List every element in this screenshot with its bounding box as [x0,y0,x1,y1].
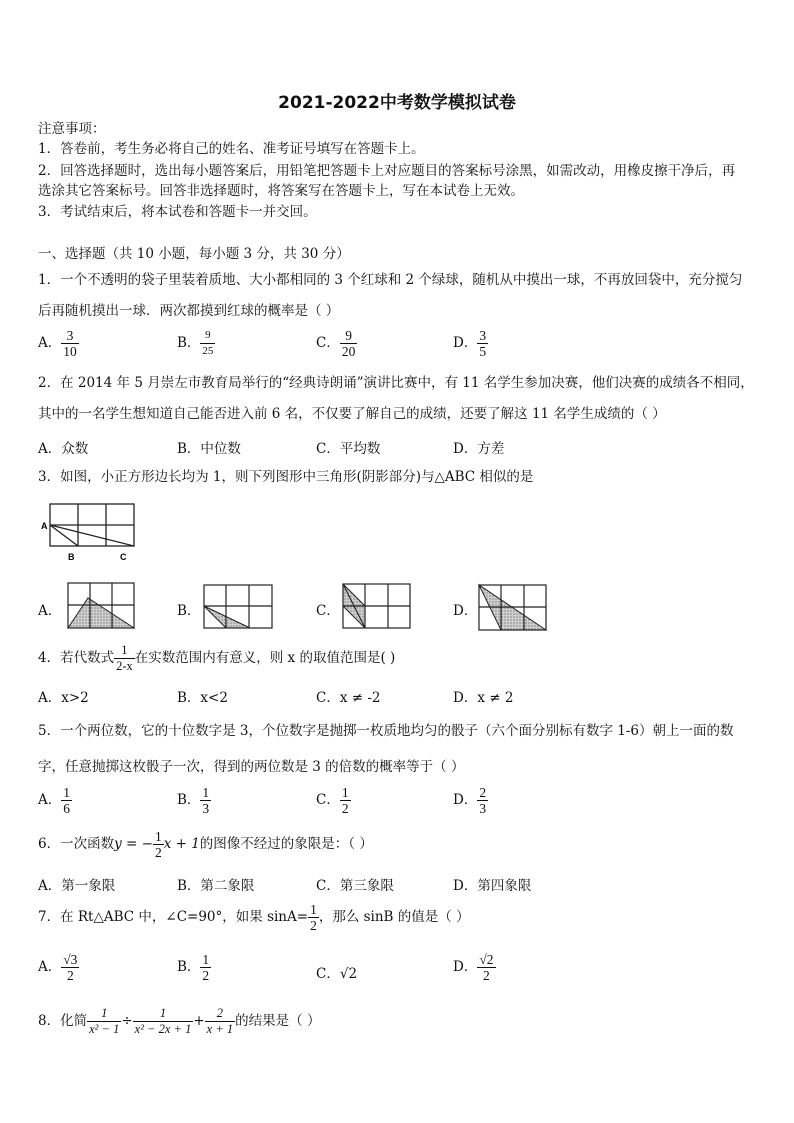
fraction-numerator: √2 [479,952,494,967]
option-label: A． [38,792,62,808]
fraction-numerator: 1 [133,1006,194,1022]
fraction-numerator: 9 [340,328,358,344]
q3-option-a-figure [64,580,138,632]
q5-option-b [177,785,211,816]
q1-option-c [316,328,357,359]
fraction-numerator: 9 [200,328,215,344]
q5-text-line2: 字，任意抛掷这枚骰子一次，得到的两位数是 3 的倍数的概率等于（ ） [38,759,465,775]
fraction-numerator: 1 [202,952,210,967]
q6-expression-left: y = − [114,836,153,852]
q8-text [38,1006,320,1037]
fraction-numerator: 3 [479,328,487,343]
q1-option-a [38,328,79,359]
q3-option-d-label: D． [453,603,478,619]
option-label: B． [177,792,201,808]
q1-text-line1: 1．一个不透明的袋子里装着质地、大小都相同的 3 个红球和 2 个绿球，随机从中摸出一球，不再放回袋中，充分搅匀 [38,272,743,288]
q6-text [38,829,373,860]
q1-option-b [177,328,215,359]
fraction-numerator: 1 [114,643,135,659]
q3-option-c-label: C． [316,603,340,619]
q7-prefix: 7．在 Rt△ABC 中，∠C=90°，如果 sinA= [38,909,309,925]
option-value: √2 [339,966,358,982]
fraction-numerator: 1 [310,902,317,917]
q5-option-a [38,785,72,816]
fraction-denominator: 25 [202,345,214,357]
q1-text-line2: 后再随机摸出一球．两次都摸到红球的概率是（ ） [38,303,340,319]
fraction-numerator: √3 [63,952,78,967]
q4-option-b: B．x<2 [177,690,228,706]
fraction-denominator: x + 1 [206,1022,234,1036]
q6-prefix: 6．一次函数 [38,836,115,852]
q4-prefix: 4．若代数式 [38,650,115,666]
q3-reference-figure [40,500,140,566]
fraction-numerator: 2 [205,1006,235,1022]
q7-option-b [177,952,211,983]
fraction-denominator: 2-x [116,659,133,673]
section-heading: 一、选择题（共 10 小题，每小题 3 分，共 30 分） [38,246,350,262]
q2-option-d: D．方差 [453,441,505,457]
fraction-numerator: 3 [61,328,79,344]
fraction-numerator: 1 [341,785,349,800]
q7-option-d [453,952,496,983]
q6-option-a: A．第一象限 [38,878,116,894]
option-label: C． [316,335,340,351]
page-title: 2021-2022中考数学模拟试卷 [278,93,516,113]
q7-option-c [316,962,357,982]
q3-option-d-figure [474,580,552,634]
option-label: D． [453,792,478,808]
q6-suffix: 的图像不经过的象限是：（ ） [199,836,373,852]
q6-option-c: C．第三象限 [316,878,394,894]
q4-option-a: A．x>2 [38,690,89,706]
fraction-numerator: 1 [202,785,210,800]
q2-option-c: C．平均数 [316,441,381,457]
fraction-denominator: 20 [341,344,356,359]
fraction-denominator: 3 [202,801,210,816]
q7-suffix: ，那么 sinB 的值是（ ） [318,909,470,925]
q8-prefix: 8．化简 [38,1013,88,1029]
fraction-denominator: 2 [202,968,210,983]
q2-text-line2: 其中的一名学生想知道自己能否进入前 6 名，不仅要了解自己的成绩，还要了解这 11 名学生成绩的（ ） [38,406,666,422]
q7-text [38,902,470,933]
notice-item: 选涂其它答案标号。回答非选择题时，将答案写在答题卡上，写在本试卷上无效。 [38,183,524,199]
notice-item: 2．回答选择题时，选出每小题答案后，用铅笔把答题卡上对应题目的答案标号涂黑，如需改动，用橡皮擦干净后，再 [38,163,736,179]
option-label: A． [38,335,62,351]
operator: ÷ [121,1013,133,1029]
fraction-denominator: 2 [154,845,162,860]
fraction-denominator: 2 [310,918,317,933]
notice-heading: 注意事项： [38,121,106,137]
option-label: B． [177,335,201,351]
q4-option-d: D．x ≠ 2 [453,690,514,706]
option-label: B． [177,959,201,975]
q6-expression-right: x + 1 [163,836,200,852]
q4-option-c: C．x ≠ -2 [316,690,381,706]
q4-suffix: 在实数范围内有意义，则 x 的取值范围是( ) [134,650,396,666]
q5-option-c [316,785,351,816]
option-label: C． [316,966,340,982]
fraction-denominator: x² − 1 [89,1022,120,1036]
q3-option-b-label: B． [177,603,201,619]
vertex-label-a: A [41,521,48,531]
q3-text: 3．如图，小正方形边长均为 1，则下列图形中三角形(阴影部分)与△ABC 相似的是 [38,469,534,485]
vertex-label-c: C [120,552,127,562]
option-label: C． [316,792,340,808]
q2-text-line1: 2．在 2014 年 5 月崇左市教育局举行的“经典诗朗诵”演讲比赛中，有 11 名学生参加决赛，他们决赛的成绩各不相同， [38,375,754,391]
fraction-denominator: 5 [479,344,487,359]
operator: + [193,1013,205,1029]
option-label: D． [453,335,478,351]
fraction-denominator: 2 [66,968,74,983]
notice-item: 3．考试结束后，将本试卷和答题卡一并交回。 [38,204,317,220]
vertex-label-b: B [68,552,75,562]
fraction-denominator: 2 [341,801,349,816]
q4-text [38,643,395,674]
fraction-denominator: x² − 2x + 1 [134,1022,192,1036]
q8-suffix: 的结果是（ ） [235,1013,321,1029]
fraction-denominator: 6 [63,801,70,816]
q5-option-d [453,785,488,816]
q5-text-line1: 5．一个两位数，它的十位数字是 3，个位数字是抛掷一枚质地均匀的骰子（六个面分别标有数字 1-6）朝上一面的数 [38,723,734,739]
q2-option-b: B．中位数 [177,441,241,457]
q1-option-d [453,328,488,359]
q2-option-a: A．众数 [38,441,89,457]
fraction-denominator: 2 [483,968,490,983]
fraction-numerator: 1 [63,785,70,800]
option-label: A． [38,959,62,975]
fraction-numerator: 1 [87,1006,121,1022]
fraction-numerator: 2 [479,785,487,800]
fraction-denominator: 3 [479,801,487,816]
q3-option-a-label: A． [38,603,62,619]
notice-item: 1．答卷前，考生务必将自己的姓名、准考证号填写在答题卡上。 [38,141,425,157]
fraction-numerator: 1 [154,829,162,844]
q6-option-d: D．第四象限 [453,878,532,894]
option-label: D． [453,959,478,975]
q3-option-c-figure [338,580,414,632]
q3-option-b-figure [200,580,276,632]
q7-option-a [38,952,79,983]
fraction-denominator: 10 [63,344,77,359]
q6-option-b: B．第二象限 [177,878,255,894]
